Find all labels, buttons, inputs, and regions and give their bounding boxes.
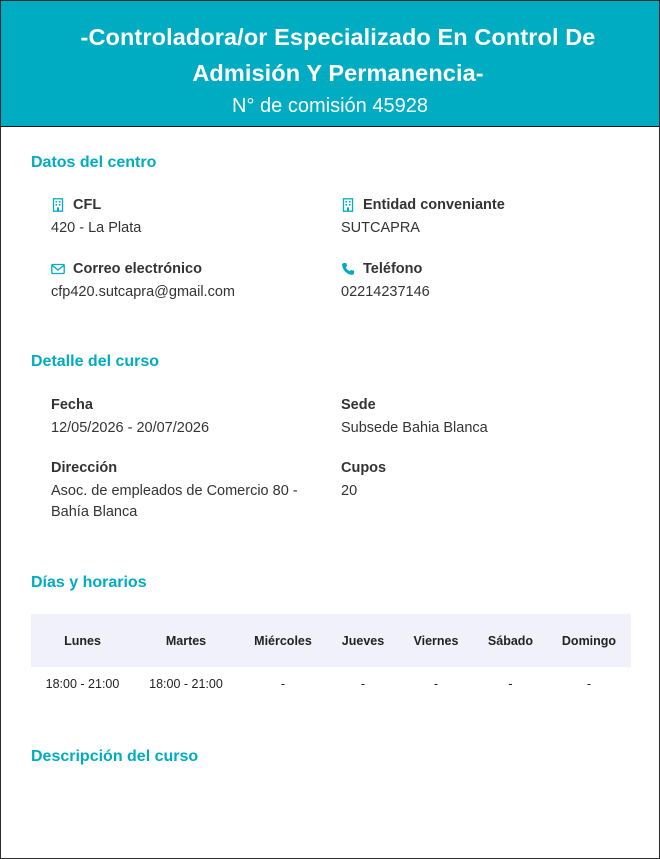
- phone-icon: [341, 262, 355, 276]
- day-header: Jueves: [328, 614, 398, 667]
- section-title-descripcion: Descripción del curso: [31, 748, 199, 765]
- hours-cell: -: [280, 677, 286, 691]
- building-icon: [341, 198, 355, 212]
- cfl-label: CFL: [73, 197, 102, 213]
- day-header: Domingo: [547, 614, 631, 667]
- day-header: Viernes: [398, 614, 474, 667]
- hours-cell: 18:00 - 21:00: [149, 677, 223, 691]
- schedule-table: [31, 614, 631, 701]
- section-title-horarios: Días y horarios: [31, 574, 147, 591]
- section-title-centro: Datos del centro: [31, 154, 157, 171]
- day-header: Martes: [134, 614, 238, 667]
- course-header: [1, 1, 659, 127]
- field-direccion: [51, 459, 298, 523]
- field-fecha: [51, 396, 209, 439]
- direccion-label: Dirección: [51, 460, 118, 476]
- direccion-value-line1: Asoc. de empleados de Comercio 80 -: [51, 483, 298, 499]
- schedule-row: [31, 667, 631, 701]
- field-telefono: [341, 260, 430, 303]
- hours-cell: -: [360, 677, 366, 691]
- schedule-header-row: [31, 614, 631, 667]
- field-cfl: [51, 196, 141, 239]
- direccion-value-line2: Bahía Blanca: [51, 504, 138, 520]
- hours-cell: 18:00 - 21:00: [45, 677, 120, 691]
- sede-value: Subsede Bahia Blanca: [341, 420, 488, 436]
- sede-label: Sede: [341, 397, 376, 413]
- field-correo: [51, 260, 235, 303]
- hours-cell: -: [508, 677, 513, 691]
- telefono-value[interactable]: 02214237146: [341, 284, 430, 300]
- entidad-value: SUTCAPRA: [341, 220, 420, 236]
- day-header: Sábado: [474, 614, 547, 667]
- day-header: Lunes: [31, 614, 134, 667]
- section-title-curso: Detalle del curso: [31, 353, 160, 370]
- building-icon: [51, 198, 65, 212]
- day-header: Miércoles: [238, 614, 328, 667]
- cupos-value: 20: [341, 483, 358, 499]
- entidad-label: Entidad conveniante: [363, 197, 505, 213]
- envelope-icon: [51, 262, 65, 276]
- field-cupos: [341, 459, 386, 502]
- field-sede: [341, 396, 488, 439]
- cupos-label: Cupos: [341, 460, 387, 476]
- fecha-label: Fecha: [51, 397, 93, 413]
- field-entidad: [341, 196, 505, 239]
- hours-cell: -: [433, 677, 439, 691]
- course-title: -Controladora/or Especializado En Control De Admisión Y Permanencia-: [80, 24, 596, 86]
- correo-value[interactable]: cfp420.sutcapra@gmail.com: [51, 284, 235, 300]
- fecha-value: 12/05/2026 - 20/07/2026: [51, 420, 210, 436]
- hours-cell: -: [586, 677, 592, 691]
- correo-label: Correo electrónico: [73, 261, 202, 277]
- commission-number: N° de comisión 45928: [232, 95, 428, 117]
- telefono-label: Teléfono: [363, 261, 423, 277]
- cfl-value: 420 - La Plata: [51, 220, 142, 236]
